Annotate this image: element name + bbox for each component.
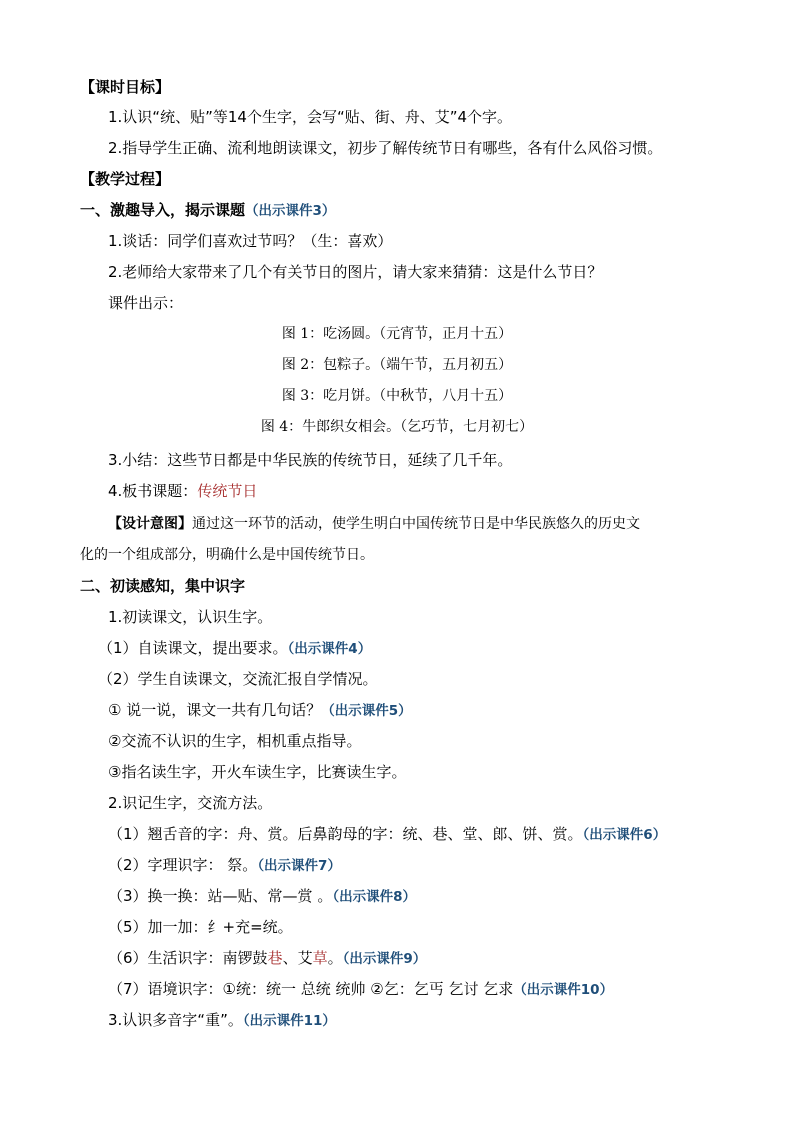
part2-b6-prefix: （6）生活识字：南锣鼓: [108, 949, 268, 967]
part1-title: 一、激趣导入，揭示课题: [80, 201, 246, 219]
part1-line-3: 课件出示：: [108, 294, 184, 312]
courseware-hint-6: （出示课件6）: [582, 827, 667, 843]
part1-line-1: 1.谈话：同学们喜欢过节吗？（生：喜欢）: [108, 232, 393, 250]
part2-a4-text: ① 说一说，课文一共有几句话？: [108, 701, 322, 719]
part2-title: 二、初读感知，集中识字: [80, 577, 246, 595]
part1-heading: [80, 200, 335, 221]
picture-item-1: 图 1：吃汤圆。（元宵节，正月十五）: [281, 326, 513, 342]
courseware-hint-8: （出示课件8）: [332, 889, 416, 905]
part2-line-b4: [108, 886, 416, 907]
picture-item-2: 图 2：包粽子。（端午节，五月初五）: [281, 357, 513, 373]
part2-line-b6: [108, 948, 426, 969]
design-intent-line-1: [108, 514, 640, 534]
part2-c1-text: 3.认识多音字“重”。: [108, 1011, 243, 1029]
part2-line-a4: [108, 700, 412, 721]
part2-line-a6: ③指名读生字，开火车读生字，比赛读生字。: [108, 763, 407, 781]
part1-courseware-hint: （出示课件3）: [245, 203, 336, 219]
part2-line-b2: [108, 824, 666, 845]
part2-line-a2: [98, 638, 371, 659]
part2-b7-text: （7）语境识字：①统：统一 总统 统帅 ②乞：乞丐 乞讨 乞求: [108, 980, 514, 998]
part2-line-a1: 1.初读课文，认识生字。: [108, 608, 273, 626]
courseware-hint-10: （出示课件10）: [513, 982, 614, 998]
picture-item-4: 图 4：牛郎织女相会。（乞巧节，七月初七）: [260, 419, 534, 435]
board-title-text: 传统节日: [197, 482, 258, 500]
courseware-hint-5: （出示课件5）: [321, 703, 412, 719]
section-heading-goals: 【课时目标】: [80, 78, 171, 96]
part2-line-b3: [108, 855, 341, 876]
part2-b2-text: （1）翘舌音的字：舟、赏。后鼻韵母的字：统、巷、堂、郎、饼、赏。: [108, 825, 583, 843]
part2-line-b5: （5）加一加：纟+充=统。: [108, 918, 293, 936]
part2-b6-red-2: 草: [312, 949, 328, 967]
part2-a2-text: （1）自读课文，提出要求。: [98, 639, 288, 657]
courseware-hint-9: （出示课件9）: [342, 951, 427, 967]
part2-b6-mid: 、艾: [282, 949, 313, 967]
part2-line-b7: [108, 979, 613, 1000]
part1-board-title: [108, 481, 257, 501]
part2-b3-text: （2）字理识字： 祭。: [108, 856, 258, 874]
part2-line-a3: （2）学生自读课文，交流汇报自学情况。: [98, 670, 378, 688]
design-intent-label: 【设计意图】: [108, 516, 192, 532]
picture-item-3: 图 3：吃月饼。（中秋节，八月十五）: [281, 388, 513, 404]
board-title-prefix: 4.板书课题：: [108, 482, 198, 500]
goal-item-1: 1.认识“统、贴”等14个生字，会写“贴、街、舟、艾”4个字。: [108, 108, 513, 126]
part2-b6-end: 。: [327, 949, 343, 967]
design-intent-line-2: 化的一个组成部分，明确什么是中国传统节日。: [80, 547, 374, 563]
part1-summary: 3.小结：这些节日都是中华民族的传统节日，延续了几千年。: [108, 451, 513, 469]
goal-item-2: 2.指导学生正确、流利地朗读课文，初步了解传统节日有哪些，各有什么风俗习惯。: [108, 139, 663, 157]
courseware-hint-7: （出示课件7）: [257, 858, 341, 874]
section-heading-process: 【教学过程】: [80, 170, 171, 188]
part2-line-a5: ②交流不认识的生字，相机重点指导。: [108, 732, 362, 750]
part1-line-2: 2.老师给大家带来了几个有关节日的图片，请大家来猜猜：这是什么节日？: [108, 263, 603, 281]
courseware-hint-4: （出示课件4）: [287, 641, 372, 657]
part2-line-c1: [108, 1010, 336, 1031]
part2-b4-text: （3）换一换：站—贴、常—赏 。: [108, 887, 333, 905]
part2-b6-red-1: 巷: [267, 949, 283, 967]
part2-line-b1: 2.识记生字，交流方法。: [108, 794, 273, 812]
courseware-hint-11: （出示课件11）: [242, 1013, 336, 1029]
design-intent-text-1: 通过这一环节的活动，使学生明白中国传统节日是中华民族悠久的历史文: [192, 516, 640, 532]
